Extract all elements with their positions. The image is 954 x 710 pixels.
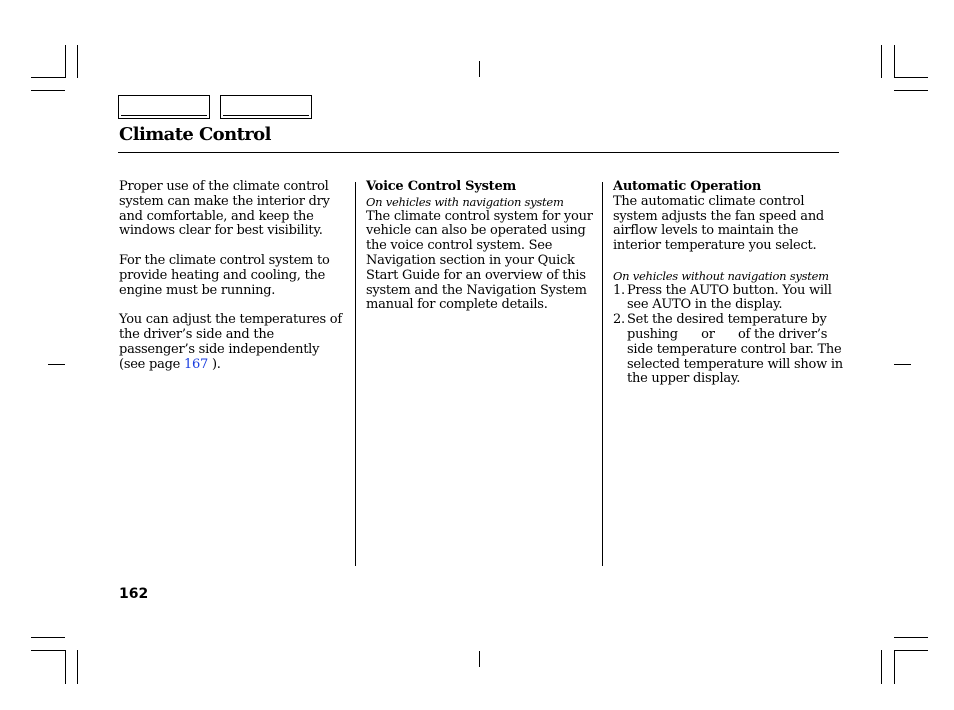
temperature-paragraph: You can adjust the temperatures of the driver’s side and the passenger’s side independently (see page 167 ).: [119, 312, 342, 372]
voice-control-body: The climate control system for your vehicle can also be operated using the voice control system. See Navigation section in your Quick Start Guide for an overview of this system and the Navigation System manual for complete details.: [366, 208, 593, 313]
list-item: 2. Set the desired temperature by pushing or of the driver’s side temperature control bar. The selected temperature will show in the upper display.: [613, 312, 847, 387]
automatic-condition: On vehicles without navigation system: [613, 268, 829, 283]
automatic-heading: Automatic Operation: [613, 179, 762, 194]
steps-list: [613, 284, 845, 388]
engine-paragraph: For the climate control system to provide heating and cooling, the engine must be running.: [119, 252, 330, 298]
column-voice-control: [366, 180, 596, 328]
title-rule: [118, 152, 839, 153]
automatic-body: The automatic climate control system adjusts the fan speed and airflow levels to maintain the interior temperature you select.: [613, 193, 825, 254]
list-item: 1. Press the AUTO button. You will see AUTO in the display.: [613, 282, 836, 313]
column-divider: [355, 182, 356, 566]
section-tab-2[interactable]: [220, 95, 312, 119]
column-automatic: [613, 180, 845, 387]
voice-control-condition: On vehicles with navigation system: [366, 194, 564, 209]
intro-paragraph: Proper use of the climate control system can make the interior dry and comfortable, and keep the windows clear for best visibility.: [119, 179, 330, 239]
page-link[interactable]: 167: [183, 356, 209, 372]
voice-control-heading: Voice Control System: [366, 179, 516, 194]
section-tab-1[interactable]: [118, 95, 210, 119]
column-intro: [119, 180, 349, 387]
page-title: Climate Control: [119, 124, 271, 145]
page-number: 162: [119, 586, 149, 602]
column-divider: [602, 182, 603, 566]
